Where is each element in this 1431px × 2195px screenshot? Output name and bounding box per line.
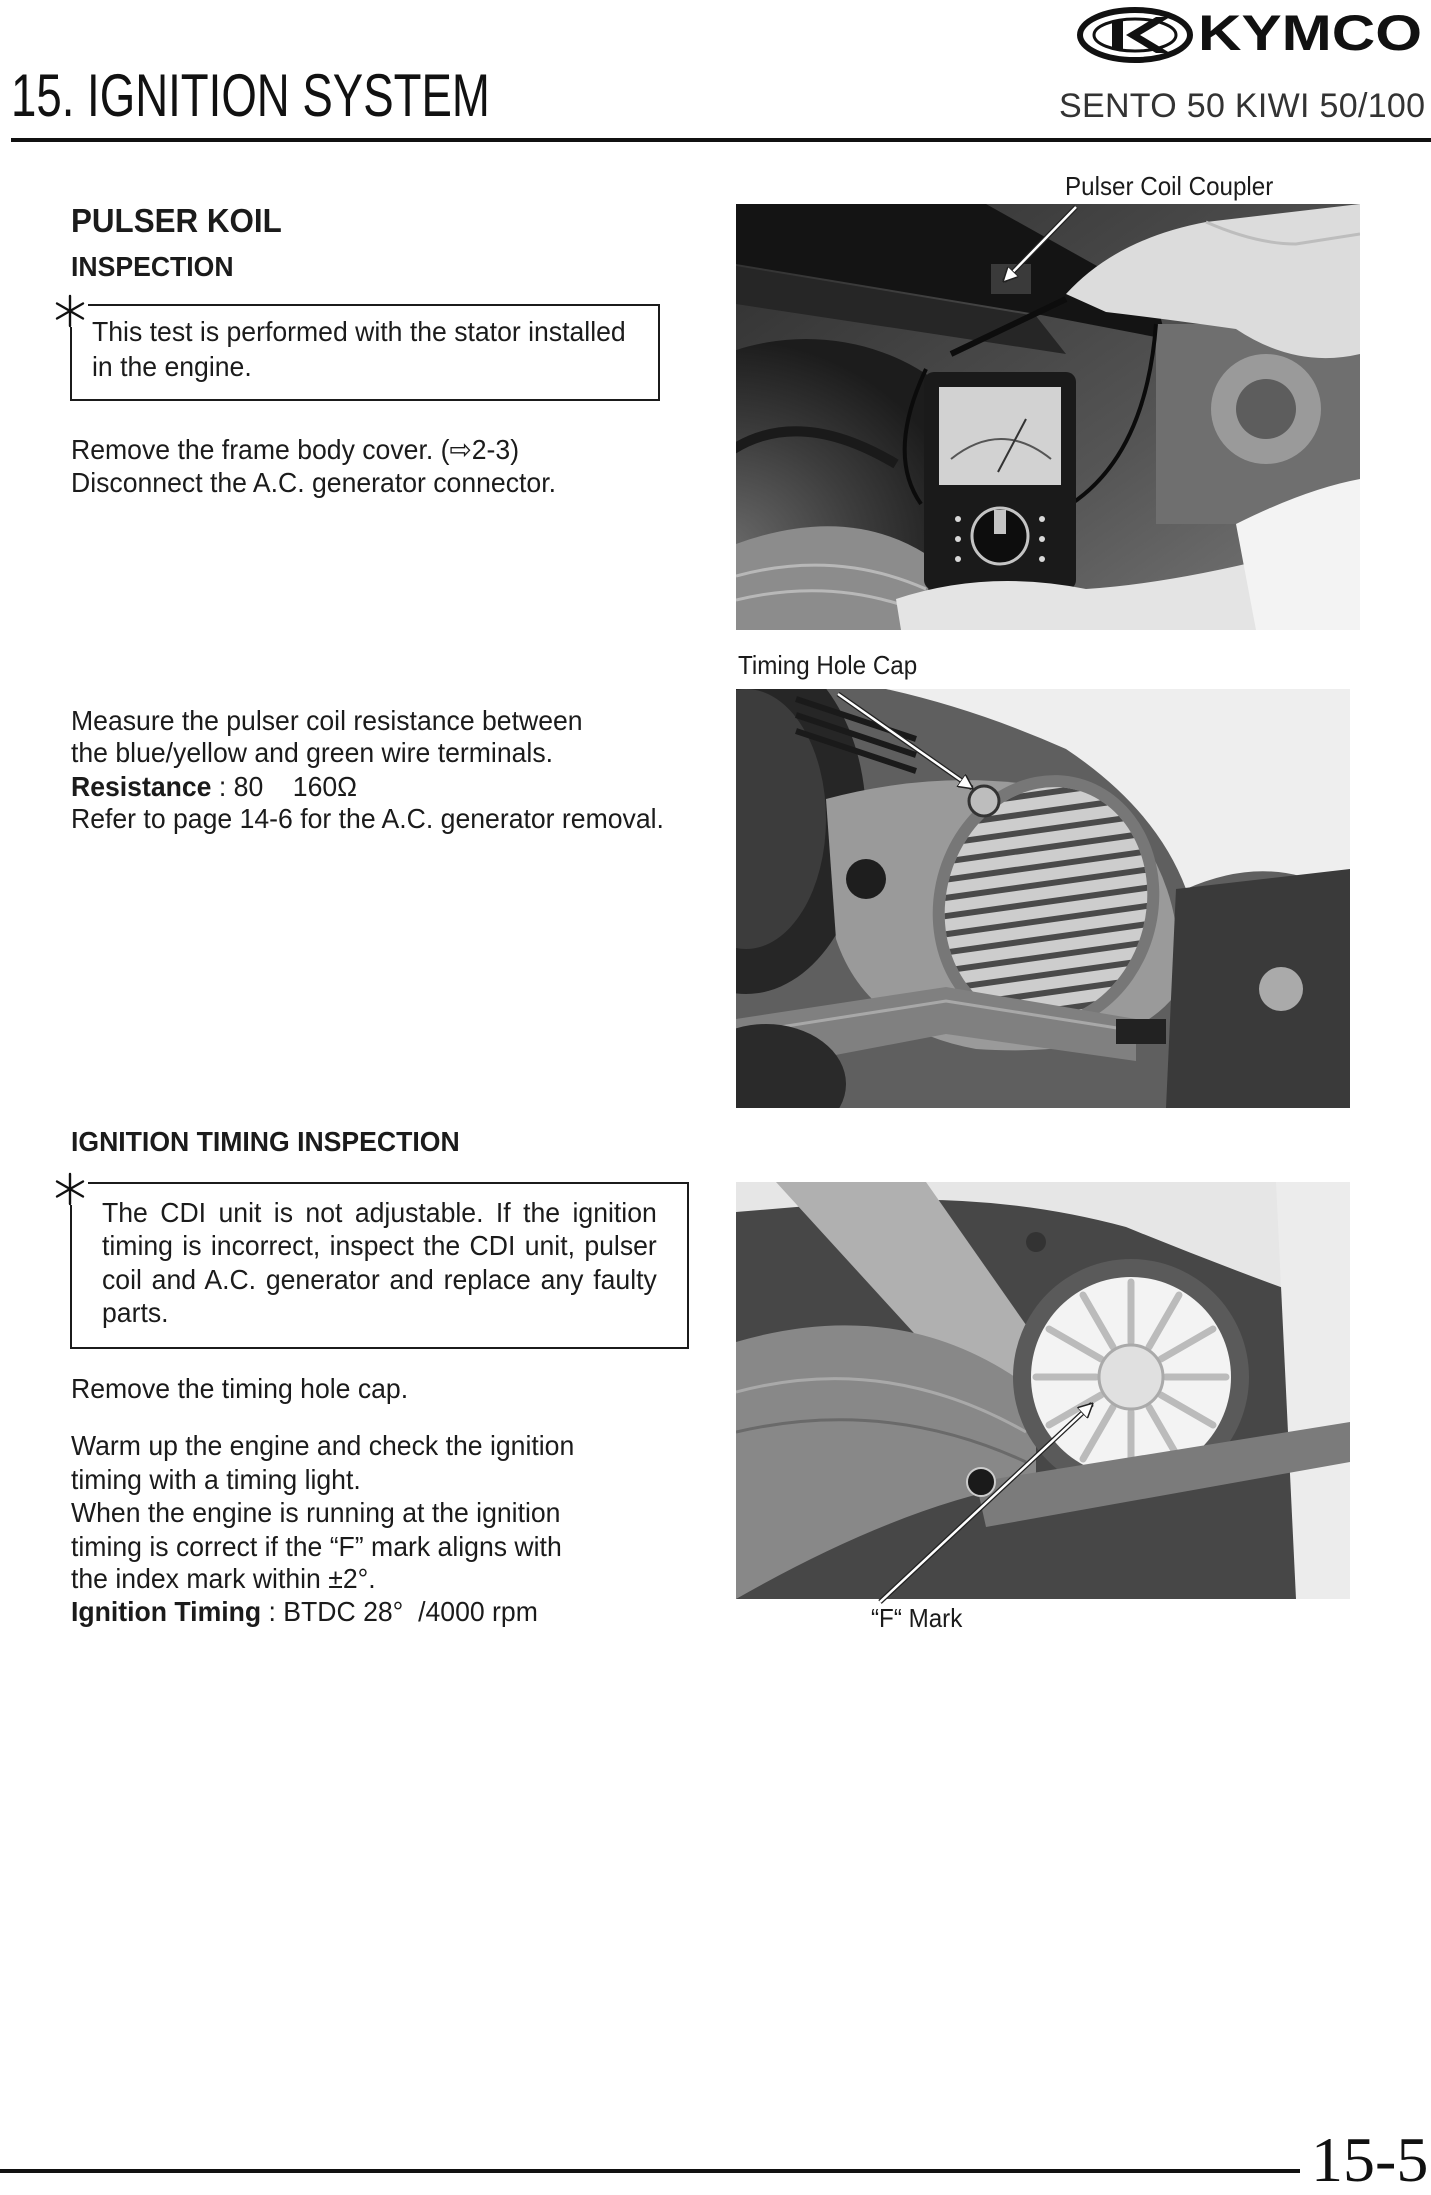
kymco-logo — [1076, 6, 1426, 64]
asterisk-icon — [52, 1171, 88, 1207]
figure-photo-f-mark — [736, 1182, 1350, 1599]
procedure-text-line: timing with a timing light. — [71, 1464, 361, 1495]
asterisk-icon — [52, 293, 88, 329]
logo-wordmark: KYMCO — [1198, 6, 1422, 61]
measure-text-line: Measure the pulser coil resistance between — [71, 705, 583, 736]
note-text-line: in the engine. — [92, 351, 252, 382]
header-divider — [11, 138, 1431, 142]
ignition-timing-label: Ignition Timing — [71, 1596, 262, 1627]
resistance-label: Resistance — [71, 771, 212, 802]
subheading-inspection: INSPECTION — [71, 251, 234, 282]
ignition-timing-spec — [71, 1598, 538, 1626]
procedure-text-line: timing is correct if the “F” mark aligns with — [71, 1531, 562, 1562]
figure-label-pulser-coil-coupler: Pulser Coil Coupler — [1065, 171, 1274, 201]
note-text-line: This test is performed with the stator installed — [92, 316, 626, 347]
step-disconnect-connector: Disconnect the A.C. generator connector. — [71, 467, 557, 498]
procedure-text-line: the index mark within ±2°. — [71, 1563, 376, 1594]
note-text-line: timing is incorrect, inspect the CDI unit, pulser — [102, 1230, 657, 1261]
figure-label-f-mark: “F“ Mark — [871, 1603, 963, 1633]
section-heading-ignition-timing: IGNITION TIMING INSPECTION — [71, 1126, 460, 1157]
procedure-text-line: Warm up the engine and check the ignition — [71, 1430, 575, 1461]
step-remove-timing-cap: Remove the timing hole cap. — [71, 1373, 409, 1404]
procedure-text-line: When the engine is running at the ignition — [71, 1497, 561, 1528]
note-text-line: The CDI unit is not adjustable. If the ignition — [102, 1197, 657, 1228]
kymco-emblem-icon — [1080, 10, 1190, 60]
footer-divider — [0, 2169, 1300, 2173]
chapter-title: 15. IGNITION SYSTEM — [11, 62, 490, 129]
ignition-timing-value: : BTDC 28° /4000 rpm — [261, 1596, 538, 1627]
resistance-spec — [71, 773, 357, 801]
refer-text: Refer to page 14-6 for the A.C. generator removal. — [71, 803, 664, 834]
resistance-value: : 80 160Ω — [211, 771, 358, 802]
note-text-line: parts. — [102, 1297, 169, 1328]
model-name: SENTO 50 KIWI 50/100 — [1059, 87, 1426, 125]
measure-text-line: the blue/yellow and green wire terminals. — [71, 737, 554, 768]
page-number: 15-5 — [1311, 2124, 1429, 2195]
figure-photo-timing-hole-cap — [736, 689, 1350, 1108]
note-text-line: coil and A.C. generator and replace any faulty — [102, 1264, 657, 1295]
section-heading-pulser-coil: PULSER KOIL — [71, 202, 282, 239]
figure-label-timing-hole-cap: Timing Hole Cap — [738, 650, 918, 680]
step-remove-body-cover: Remove the frame body cover. (⇨2-3) — [71, 434, 520, 465]
figure-photo-pulser-coil-test — [736, 204, 1360, 630]
